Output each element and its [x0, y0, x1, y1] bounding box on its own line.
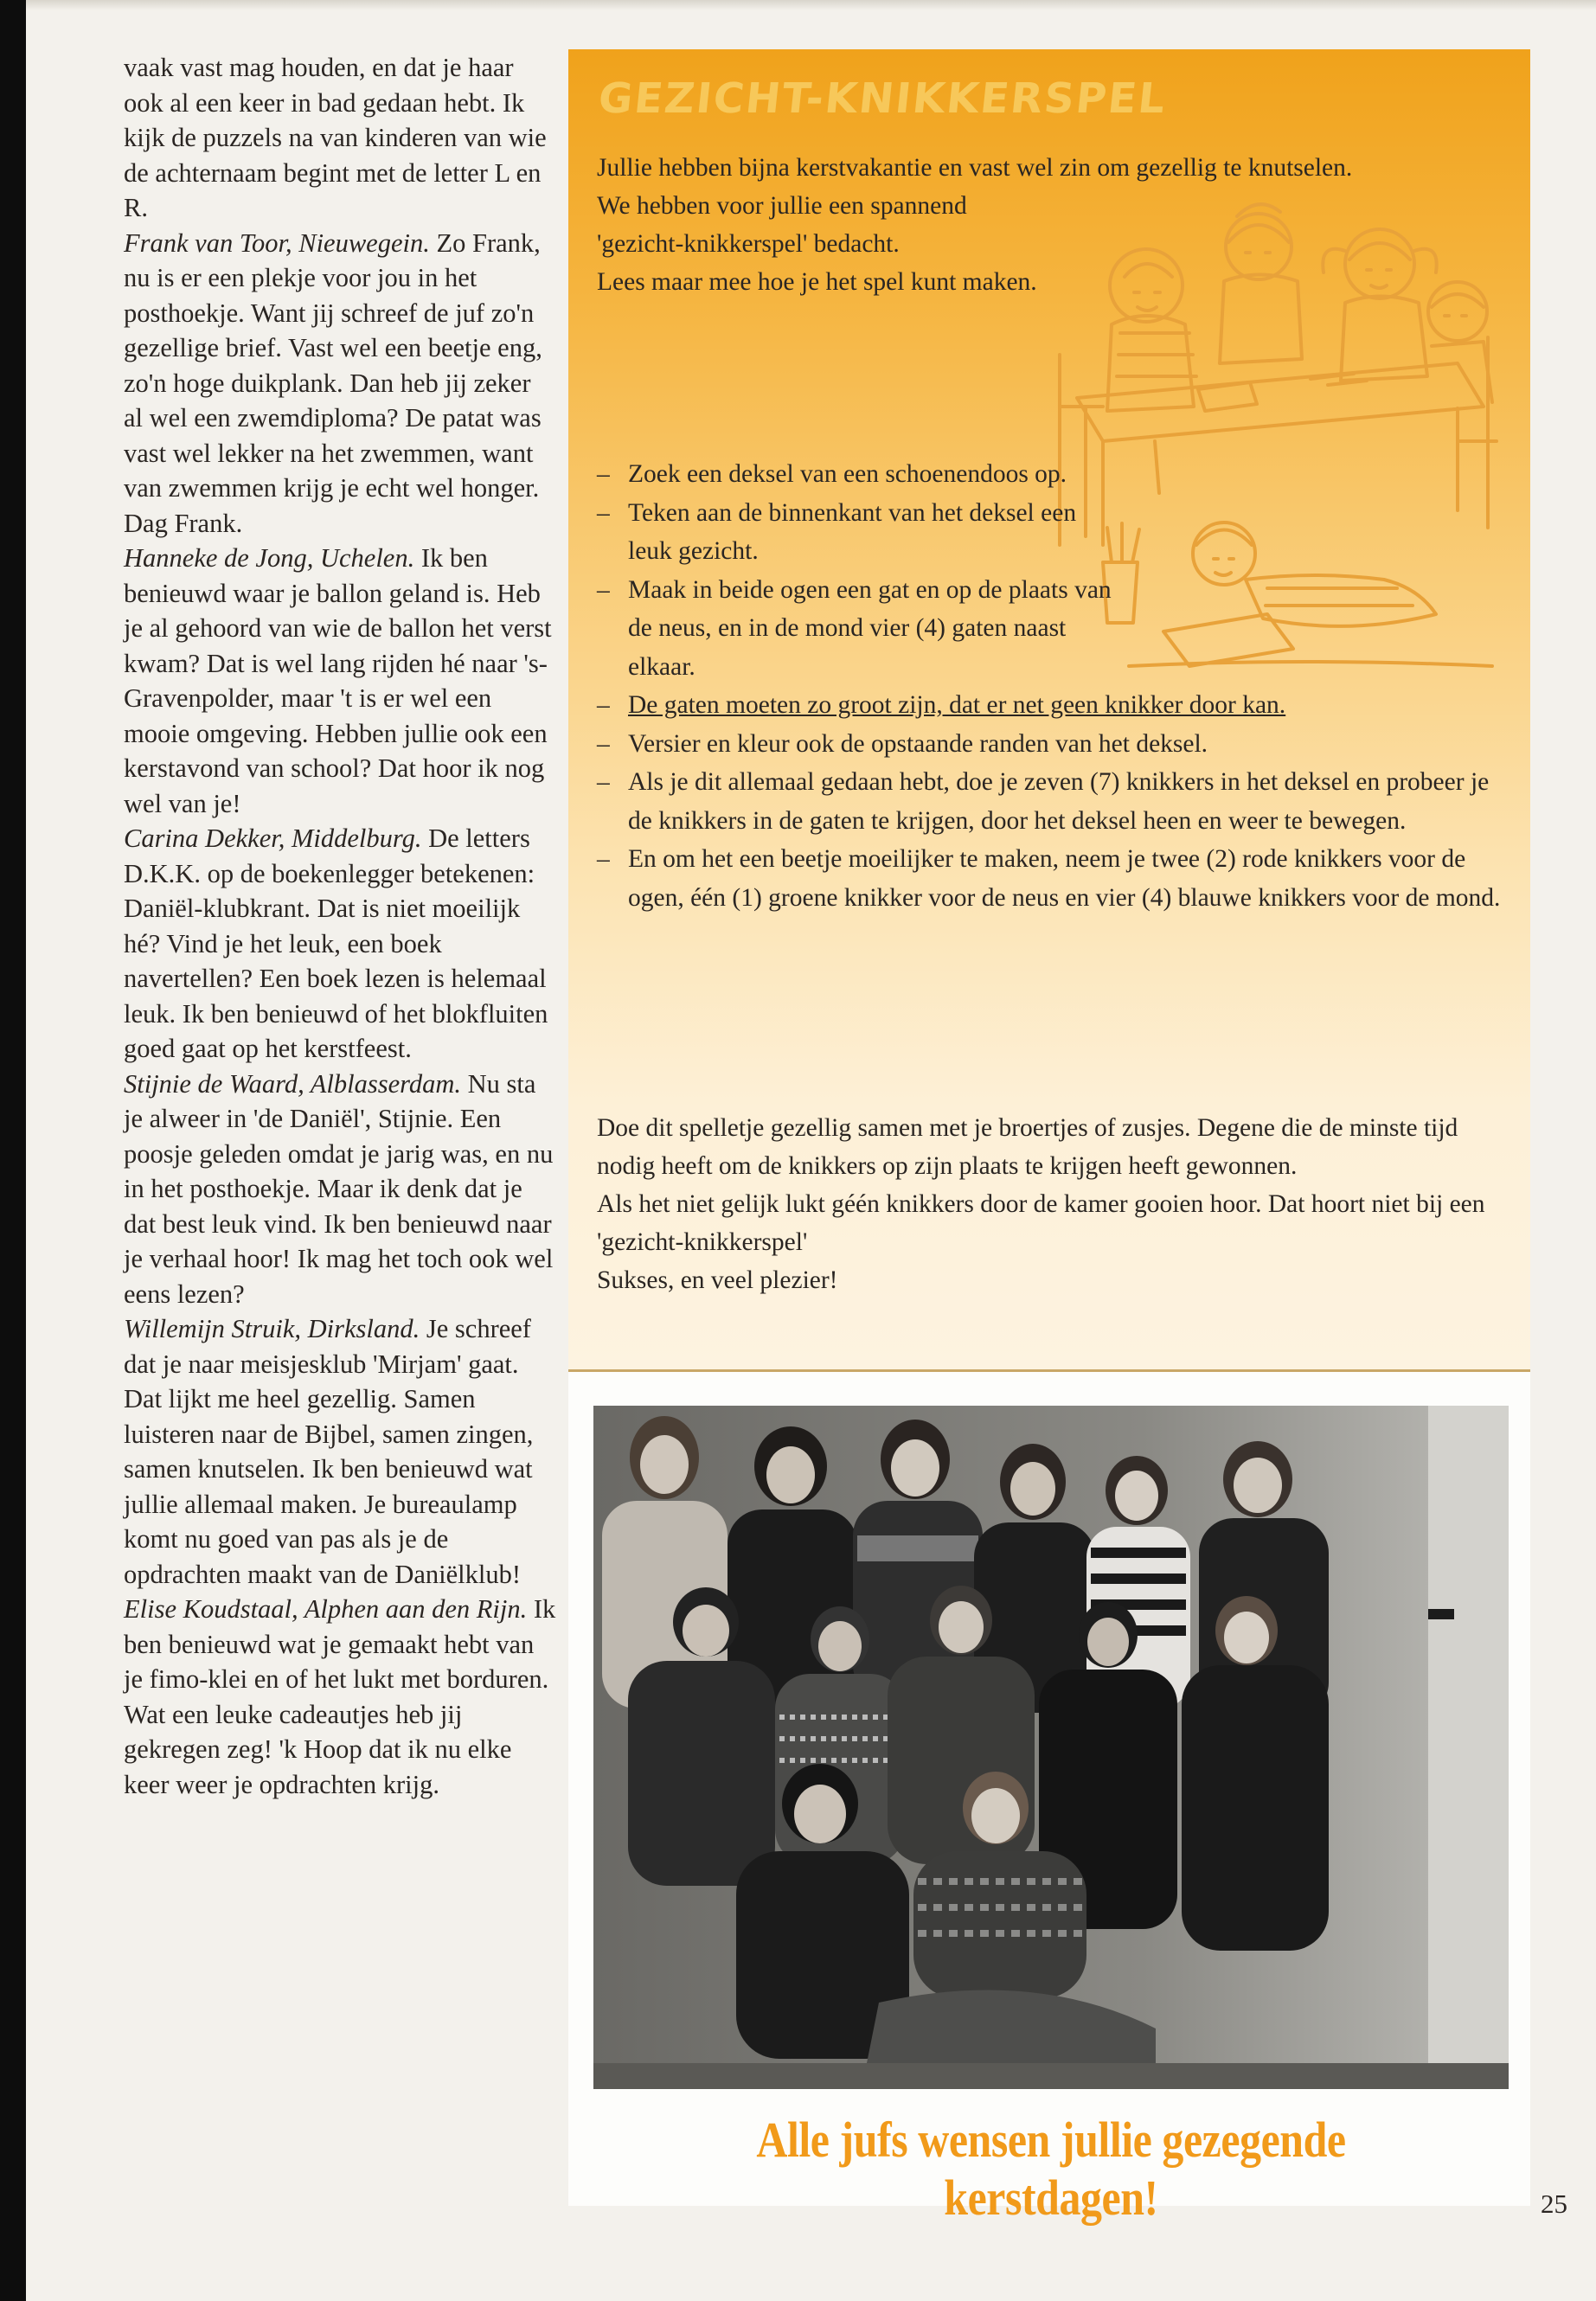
instruction-step: – Zoek een deksel van een schoenendoos op. [595, 455, 1112, 494]
outro-line: Als het niet gelijk lukt géén knikkers door de kamer gooien hoor. Dat hoort niet bij een 'gezicht-knikkerspel' [597, 1190, 1485, 1256]
outro-line: Doe dit spelletje gezellig samen met je broertjes of zusjes. Degene die de minste tijd nodig heeft om de knikkers op zijn plaats te krijgen heeft gewonnen. [597, 1114, 1458, 1180]
letter-reply: Nu sta je alweer in 'de Daniël', Stijnie. Een poosje geleden omdat je jarig was, en nu in het posthoekje. Maar ik denk dat je dat best leuk vind. Ik ben benieuwd naar je verhaal hoor! Ik mag het toch ook wel eens lezen? [124, 1068, 554, 1309]
letter-paragraph [124, 1592, 556, 1802]
posthoekje-column [124, 50, 556, 1802]
instruction-step: – En om het een beetje moeilijker te maken, neem je twee (2) rode knikkers voor de ogen, één (1) groene knikker voor de neus en vier (4) blauwe knikkers voor de mond. [595, 840, 1503, 917]
intro-line: Lees maar mee hoe je het spel kunt maken. [597, 268, 1037, 296]
letter-author: Willemijn Struik, Dirksland. [124, 1314, 420, 1343]
letter-paragraph [124, 1067, 556, 1312]
divider [568, 1369, 1530, 1372]
instruction-step-underlined: De gaten moeten zo groot zijn, dat er net geen knikker door kan. [628, 691, 1286, 719]
game-outro [597, 1109, 1497, 1299]
instruction-step: – Versier en kleur ook de opstaande randen van het deksel. [595, 725, 1503, 764]
letter-paragraph [124, 821, 556, 1067]
outro-line: Sukses, en veel plezier! [597, 1266, 838, 1294]
intro-line: Jullie hebben bijna kerstvakantie en vast wel zin om gezellig te knutselen. [597, 154, 1353, 182]
page-number: 25 [1541, 2189, 1567, 2219]
letter-paragraph [124, 541, 556, 821]
letter-author: Frank van Toor, Nieuwegein. [124, 228, 430, 258]
letter-reply: De letters D.K.K. op de boekenlegger betekenen: Daniël-klubkrant. Dat is niet moeilijk hé? Vind je het leuk, een boek navertellen? Een boek lezen is helemaal leuk. Ik ben benieuwd of het blokfluiten goed gaat op het kerstfeest. [124, 824, 548, 1063]
instruction-step [595, 686, 1503, 725]
instruction-step: – Teken aan de binnenkant van het deksel een leuk gezicht. [595, 494, 1112, 571]
letter-reply: Ik ben benieuwd waar je ballon geland is. Heb je al gehoord van wie de ballon het verst kwam? Dat is wel lang rijden hé naar 's-Gravenpolder, maar 't is er wel een mooie omgeving. Hebben jullie ook een kerstavond van school? Dat hoor ik nog wel van je! [124, 543, 552, 818]
intro-line: We hebben voor jullie een spannend 'gezicht-knikkerspel' bedacht. [597, 192, 967, 258]
group-photo [593, 1406, 1509, 2089]
letter-reply: Je schreef dat je naar meisjesklub 'Mirjam' gaat. Dat lijkt me heel gezellig. Samen luisteren naar de Bijbel, samen zingen, samen knutselen. Ik ben benieuwd wat jullie allemaal maken. Je bureaulamp komt nu goed van pas als je de opdrachten maakt van de Daniëlklub! [124, 1314, 534, 1589]
letter-author: Hanneke de Jong, Uchelen. [124, 543, 415, 573]
letter-author: Carina Dekker, Middelburg. [124, 824, 422, 853]
letter-reply: Ik ben benieuwd wat je gemaakt hebt van je fimo-klei en of het lukt met borduren. Wat een leuke cadeautjes heb jij gekregen zeg! 'k Hoop dat ik nu elke keer weer je opdrachten krijg. [124, 1594, 556, 1799]
instruction-list [595, 455, 1503, 917]
game-title: GEZICHT-KNIKKERSPEL [596, 74, 1170, 123]
instruction-step: – Maak in beide ogen een gat en op de plaats van de neus, en in de mond vier (4) gaten naast elkaar. [595, 571, 1112, 687]
scan-top-edge [26, 0, 1596, 10]
letter-author: Elise Koudstaal, Alphen aan den Rijn. [124, 1594, 528, 1624]
christmas-greeting: Alle jufs wensen jullie gezegende kerstdagen! [756, 2112, 1346, 2226]
letter-author: Stijnie de Waard, Alblasserdam. [124, 1068, 462, 1099]
letter-paragraph [124, 226, 556, 542]
letter-paragraph [124, 1311, 556, 1592]
scan-edge [0, 0, 26, 2301]
letter-reply: Zo Frank, nu is er een plekje voor jou in het posthoekje. Want jij schreef de juf zo'n gezellige brief. Vast wel een beetje eng, zo'n hoge duikplank. Dan heb jij zeker al wel een zwemdiploma? De patat was vast wel lekker na het zwemmen, want van zwemmen krijg je echt wel honger. Dag Frank. [124, 228, 542, 538]
instruction-step: – Als je dit allemaal gedaan hebt, doe je zeven (7) knikkers in het deksel en probeer je de knikkers in de gaten te krijgen, door het deksel heen en weer te bewegen. [595, 763, 1503, 840]
letter-paragraph: vaak vast mag houden, en dat je haar ook al een keer in bad gedaan hebt. Ik kijk de puzzels na van kinderen van wie de achternaam begint met de letter L en R. [124, 53, 547, 222]
